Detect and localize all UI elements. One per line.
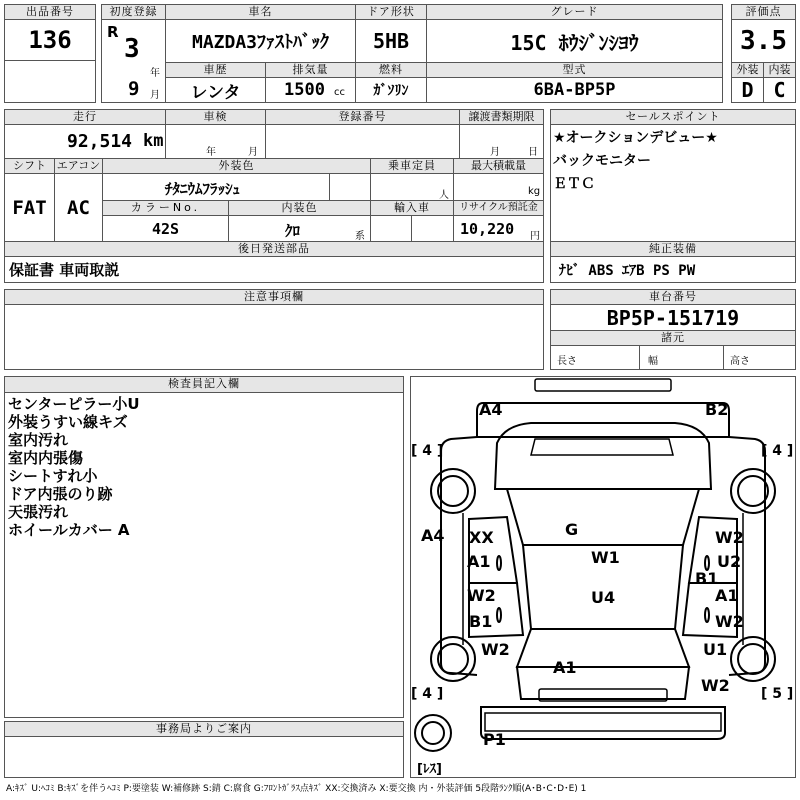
inspector-line-3: 室内汚れ [8,431,69,449]
mark-w2-left: W2 [467,586,496,605]
car-diagram-svg [411,377,795,777]
damage-diagram [410,376,796,778]
mark-a4-left: A4 [421,526,445,545]
later-parts: 保証書 車両取説 [4,256,544,283]
displacement: 1500 [284,80,325,100]
color-no: 42S [102,215,229,242]
inspector-box [4,392,404,718]
inspector-line-5: シートすれ小 [8,467,98,485]
recycle-fee: 10,220 [460,220,515,238]
recycle-box [453,215,544,242]
tire-rear-right: [ 5 ] [761,686,794,702]
tire-front-left: [ 4 ] [411,443,444,459]
mark-w2-left-2: W2 [481,640,510,659]
air-conditioner: AC [54,173,103,242]
height-label: 高さ [730,356,750,367]
load-box [453,173,544,201]
mark-u2: U2 [717,552,742,571]
specs-label: 諸元 [550,330,796,346]
mark-a1-right: A1 [715,586,739,605]
mark-p1: P1 [483,730,506,749]
length-box [550,345,640,370]
inspector-line-8: ホイールカバー A [8,521,130,539]
exterior-label: 外装 [731,62,764,78]
insp-year-unit: 年 [206,147,216,158]
mileage-box [4,124,166,159]
inspector-line-4: 室内内張傷 [8,449,84,467]
import-box [370,215,412,242]
interior-color-box [228,215,371,242]
spare-tire: [ﾚｽ] [417,762,442,777]
reg-no-label: 登録番号 [265,109,460,125]
recycle-unit: 円 [530,231,540,242]
mileage-unit: km [143,131,164,151]
length-label: 長さ [557,356,577,367]
tire-rear-left: [ 4 ] [411,686,444,702]
color-label: 外装色 [102,158,371,174]
mark-u4: U4 [591,588,616,607]
month-unit: 月 [150,90,160,101]
caution-label: 注意事項欄 [4,289,544,305]
door-type: 5HB [355,19,427,63]
office-label: 事務局よりご案内 [4,721,404,737]
score: 3.5 [731,19,796,63]
first-reg-box [101,19,166,103]
color-extra [329,173,371,201]
transfer-month: 月 [490,147,500,158]
chassis-number: BP5P-151719 [550,304,796,331]
interior-label: 内装 [763,62,796,78]
sales-point-1: ★オークションデビュー★ [553,130,718,146]
mark-w2-right-3: W2 [701,676,730,695]
inspector-label: 検査員記入欄 [4,376,404,393]
shift-label: シフト [4,158,55,174]
sales-point-3: ＥＴＣ [553,176,595,192]
inspector-line-6: ドア内張のり跡 [8,485,113,503]
inspection-box [165,124,266,159]
caution-box [4,304,544,370]
mark-b2: B2 [705,400,729,419]
mark-b1-right: B1 [695,569,719,588]
lot-label: 出品番号 [4,4,96,20]
lot-blank [4,60,96,103]
capacity-unit: 人 [439,190,449,201]
shift: FAT [4,173,55,242]
mark-w2-right-1: W2 [715,528,744,547]
insp-month-unit: 月 [248,147,258,158]
width-box [639,345,724,370]
reg-year: 3 [124,34,140,64]
office-box [4,736,404,778]
inspector-line-2: 外装うすい線キズ [8,413,128,431]
displacement-label: 排気量 [265,62,356,78]
later-label: 後日発送部品 [4,241,544,257]
sales-box [550,124,796,242]
mark-w2-right-2: W2 [715,612,744,631]
inspection-label: 車検 [165,109,266,125]
fuel-label: 燃料 [355,62,427,78]
mark-a1-left: A1 [467,552,491,571]
history: レンタ [165,77,266,103]
interior-color-label: 内装色 [228,200,371,216]
color-no-label: カラーNo. [102,200,229,216]
year-unit: 年 [150,68,160,79]
displacement-box [265,77,356,103]
first-reg-label: 初度登録 [101,4,166,20]
transfer-box [459,124,544,159]
interior-color-unit: 系 [355,231,365,242]
sales-point-2: バックモニター [553,153,651,169]
car-name: MAZDA3ﾌｧｽﾄﾊﾞｯｸ [165,19,356,63]
ac-label: エアコン [54,158,103,174]
chassis-label: 車台番号 [550,289,796,305]
equipment: ﾅﾋﾞ ABS ｴｱB PS PW [550,256,796,283]
mark-w1: W1 [591,548,620,567]
mileage: 92,514 [67,131,133,152]
car-name-label: 車名 [165,4,356,20]
lot-number: 136 [4,19,96,61]
mark-g: G [565,520,579,539]
inspector-line-1: センターピラー小U [8,395,140,413]
import-box-2 [411,215,454,242]
grade-label: グレード [426,4,723,20]
interior-color: ｸﾛ [285,222,301,240]
sales-label: セールスポイント [550,109,796,125]
mark-a1-rear: A1 [553,658,577,677]
load-label: 最大積載量 [453,158,544,174]
capacity-label: 乗車定員 [370,158,454,174]
equipment-label: 純正装備 [550,241,796,257]
width-label: 幅 [648,356,658,367]
model-code: 6BA-BP5P [426,77,723,103]
reg-no-box [265,124,460,159]
load-unit: kg [528,186,541,197]
model-label: 型式 [426,62,723,78]
recycle-label: リサイクル預託金 [453,200,544,216]
capacity-box [370,173,454,201]
tire-front-right: [ 4 ] [761,443,794,459]
exterior-grade: D [731,77,764,103]
grade: 15C ﾎｳｼﾞﾝｼﾖｳ [426,19,723,63]
fuel: ｶﾞｿﾘﾝ [355,77,427,103]
color-box [102,173,330,201]
door-label: ドア形状 [355,4,427,20]
legend: A:ｷｽﾞ U:ﾍｺﾐ B:ｷｽﾞを伴うﾍｺﾐ P:要塗装 W:補修跡 S:錆 C:腐食 G:ﾌﾛﾝﾄｶﾞﾗｽ点ｷｽﾞ XX:交換済み X:要交換 内・外装評価 5段階ﾗﾝｸ順(A･B･C･D･E) 1 [6,784,587,794]
import-label: 輸入車 [370,200,454,216]
displacement-unit: cc [334,87,345,98]
transfer-day: 日 [528,147,538,158]
history-label: 車歴 [165,62,266,78]
reg-month: 9 [128,78,140,100]
interior-grade: C [763,77,796,103]
height-box [723,345,796,370]
mark-b1-left: B1 [469,612,493,631]
mileage-label: 走行 [4,109,166,125]
score-label: 評価点 [731,4,796,20]
mark-a4-front: A4 [479,400,503,419]
mark-xx: XX [469,528,494,547]
inspector-line-7: 天張汚れ [8,503,69,521]
exterior-color: ﾁﾀﾆｳﾑﾌﾗｯｼｭ [165,180,241,198]
transfer-label: 譲渡書類期限 [459,109,544,125]
mark-u1: U1 [703,640,728,659]
era: R [107,23,119,41]
